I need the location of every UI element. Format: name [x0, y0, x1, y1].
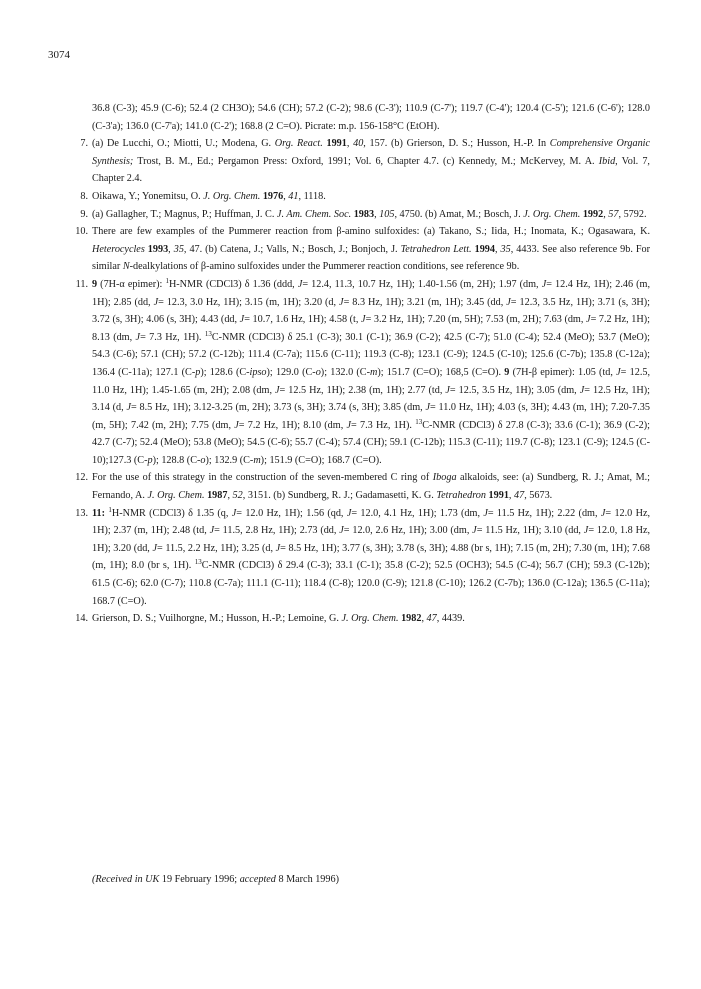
reference-text: J — [483, 507, 488, 519]
reference-number: 12. — [75, 472, 88, 484]
reference-text: Tetrahedron Lett. — [400, 243, 472, 255]
reference-text: 13 — [194, 558, 202, 567]
reference-text: = 12.0, 2.6 Hz, 1H); 3.00 (dm, — [343, 525, 473, 537]
reference-text: J — [586, 314, 591, 326]
reference-text: Comprehensive Organic Synthesis; — [92, 138, 651, 167]
reference-text: , — [227, 490, 233, 502]
reference-text: , — [508, 490, 515, 502]
reference-text: J — [616, 366, 621, 378]
reference-item — [75, 276, 651, 470]
reference-text: ); 151.9 (C=O); 168.7 (C=O). — [260, 454, 382, 466]
reference-text: 35 — [500, 243, 511, 255]
reference-text: 52 — [232, 490, 243, 502]
reference-text: J — [231, 507, 237, 519]
reference-text: ); 132.9 (C- — [205, 454, 254, 466]
reference-text: J — [152, 542, 157, 554]
reference-text: 57 — [608, 208, 619, 220]
reference-text: , — [346, 138, 354, 150]
reference-text: J — [275, 384, 280, 396]
reference-text: o — [315, 366, 321, 378]
reference-text: J — [346, 419, 352, 431]
reference-text: , 5673. — [524, 490, 553, 502]
reference-text: Org. React. — [274, 138, 323, 150]
reference-text: J — [541, 278, 547, 290]
reference-text: J — [506, 296, 511, 308]
reference-text: J. Org. Chem. — [203, 190, 261, 202]
reference-text: J. Org. Chem. — [523, 208, 581, 220]
reference-text: 1 — [108, 505, 112, 514]
reference-item — [80, 188, 650, 206]
reference-text: p — [147, 454, 153, 466]
reference-item — [80, 206, 650, 224]
reference-text: = 12.0 Hz, 1H); 1.56 (qd, — [236, 507, 347, 519]
reference-text: , 1118. — [298, 190, 326, 202]
reference-text: = 12.0, 1.8 Hz, 1H); 3.20 (dd, — [92, 525, 651, 554]
reference-item — [75, 469, 650, 504]
reference-text: J — [239, 314, 245, 326]
reference-text: , Vol. 7, Chapter 2.4. — [92, 155, 650, 185]
reference-text: = 12.3, 3.0 Hz, 1H); 3.15 (m, 1H); 3.20 (d, — [158, 296, 340, 308]
reference-text: C-NMR (CDCl3) δ 29.4 (C-3); 33.1 (C-1); 35.8 (C-2); 52.5 (OCH3); 54.5 (C-4); 56.7 (CH); 59.3 (C-12b); 61.5 (C-6); 62.0 (C-7); 110.8 (C-7a); 111.1 (C-11); 118.4 (C-8); 120.0 (C-9); 121.8 (C-10); 126.2 (C-7b); 136.0 (C-12a); 136.5 (C-11a); 168.7 (C=O). — [92, 560, 650, 607]
reference-item — [92, 100, 650, 135]
reference-text: J. Org. Chem. — [341, 613, 399, 625]
reference-number: 7. — [80, 138, 88, 150]
reference-text: 1 — [165, 276, 169, 285]
reference-text: ); 151.7 (C=O); 168,5 (C=O). — [377, 366, 505, 378]
reference-text: Tetrahedron — [436, 490, 486, 502]
reference-text: = 7.3 Hz, 1H). — [140, 331, 205, 343]
reference-text: 1983 — [353, 208, 375, 220]
reference-text: = 12.0 Hz, 1H); 2.37 (m, 1H); 2.48 (td, — [92, 507, 651, 537]
reference-number: 13. — [75, 507, 88, 519]
reference-text: C-NMR (CDCl3) δ 25.1 (C-3); 30.1 (C-1); 36.9 (C-2); 42.5 (C-7); 51.0 (C-4); 52.4 (MeO); 53.7 (MeO); 54.3 (C-6); 57.1 (CH); 57.2 (C-12b); 111.4 (C-7a); 115.6 (C-11); 119.3 (C-8); 123.1 (C-9); 124.5 (C-10); 125.6 (C-7b); 135.8 (C-12a); 136.4 (C-11a); 127.1 (C- — [92, 331, 650, 378]
reference-text: J. Am. Chem. Soc. — [276, 208, 352, 220]
reference-text: = 11.0 Hz, 1H); 4.03 (s, 3H); 4.43 (m, 1H); 7.20-7.35 (m, 5H); 7.42 (m, 2H); 7.75 (dm, — [92, 402, 650, 431]
reference-text: , — [168, 243, 174, 255]
reference-text: , 4439. — [436, 613, 465, 625]
reference-text: p — [195, 366, 201, 378]
reference-number: 14. — [75, 613, 88, 625]
reference-text: H-NMR (CDCl3) δ 1.36 (ddd, — [168, 278, 298, 290]
received-note — [92, 874, 339, 885]
reference-text: J. Org. Chem. — [147, 490, 205, 502]
reference-text: Ibid — [598, 155, 616, 167]
reference-text: -dealkylations of β-amino sulfoxides under the Pummerer reaction conditions, see reference 9b. — [129, 261, 520, 273]
reference-text: , 5792. — [618, 208, 647, 220]
reference-item — [75, 505, 651, 611]
reference-text: (a) Gallagher, T.; Magnus, P.; Huffman, J. C. — [92, 208, 277, 220]
reference-text: 13 — [204, 329, 212, 338]
reference-text: 9 — [504, 366, 510, 378]
accepted-label: accepted — [237, 874, 276, 885]
reference-text: m — [369, 366, 378, 378]
reference-text: J — [234, 419, 239, 431]
reference-text: Oikawa, Y.; Yonemitsu, O. — [92, 190, 204, 202]
reference-text: ); 129.0 (C- — [266, 366, 316, 378]
reference-text: N — [122, 261, 130, 273]
reference-text: 1976 — [262, 190, 284, 202]
reference-text: J — [445, 384, 450, 396]
reference-text: = 11.5 Hz, 1H); 3.10 (dd, — [476, 525, 584, 537]
reference-text: 47 — [514, 490, 525, 502]
reference-text: (7H-α epimer): — [97, 278, 166, 290]
reference-text: 47 — [426, 613, 437, 625]
reference-text: J — [209, 525, 215, 537]
reference-text: 105 — [379, 208, 395, 220]
page-number: 3074 — [48, 49, 70, 61]
reference-text: 35 — [173, 243, 184, 255]
reference-text: 13 — [415, 417, 423, 426]
reference-text: = 12.0, 4.1 Hz, 1H); 1.73 (dm, — [351, 507, 484, 519]
reference-text: = 8.5 Hz, 1H); 3.77 (s, 3H); 3.78 (s, 3H); 4.88 (br s, 1H); 7.15 (m, 2H); 7.30 (m, 1H); 7.68 (m, 1H); 8.0 (br s, 1H). — [92, 542, 650, 572]
reference-text: , — [421, 613, 427, 625]
reference-text: J — [339, 525, 344, 537]
received-date: 19 February 1996; — [159, 874, 238, 885]
reference-text: 1994 — [474, 243, 495, 255]
reference-text: = 12.5 Hz, 1H); 3.14 (d, — [92, 384, 650, 414]
reference-text: 11: — [92, 507, 106, 519]
reference-text: (7H-β epimer): 1.05 (td, — [509, 366, 617, 378]
reference-text: m — [253, 454, 261, 466]
reference-text: , 157. (b) Grierson, D. S.; Husson, H.-P. In — [363, 138, 550, 150]
reference-text: = 11.5 Hz, 1H); 2.22 (dm, — [487, 507, 601, 519]
reference-text: = 12.5, 3.5 Hz, 1H); 3.05 (dm, — [449, 384, 580, 396]
reference-text: = 11.5, 2.2 Hz, 1H); 3.25 (d, — [156, 542, 276, 554]
reference-text: J — [126, 402, 131, 414]
reference-text: J — [153, 296, 159, 308]
reference-text: 9 — [92, 278, 98, 290]
reference-item — [75, 223, 651, 276]
reference-text: ); 128.6 (C- — [200, 366, 250, 378]
reference-text: = 8.5 Hz, 1H); 3.12-3.25 (m, 2H); 3.73 (s, 3H); 3.74 (s, 3H); 3.85 (dm, — [130, 402, 426, 414]
reference-text: = 8.3 Hz, 1H); 3.21 (m, 1H); 3.45 (dd, — [343, 296, 507, 308]
reference-text: = 7.3 Hz, 1H). — [351, 419, 416, 431]
reference-text: 1991 — [488, 490, 509, 502]
received-label: (Received in UK — [92, 874, 160, 885]
reference-text: 40 — [353, 138, 364, 150]
reference-text: There are few examples of the Pummerer reaction from β-amino sulfoxides: (a) Takano, S.; Iida, H.; Inomata, K.; Ogasawara, K. — [92, 226, 650, 238]
reference-text: Iboga — [432, 472, 457, 484]
reference-text: J — [579, 384, 585, 396]
reference-number: 8. — [80, 190, 88, 202]
reference-item — [75, 610, 650, 628]
reference-text: , 3151. (b) Sundberg, R. J.; Gadamasetti, K. G. — [242, 490, 437, 502]
reference-number: 9. — [80, 208, 88, 220]
reference-text: J — [135, 331, 141, 343]
reference-text: 1987 — [207, 490, 228, 502]
reference-text: J — [472, 525, 477, 537]
reference-text: (a) De Lucchi, O.; Miotti, U.; Modena, G. — [92, 138, 275, 150]
reference-text: ipso — [249, 366, 267, 378]
reference-text: For the use of this strategy in the construction of the seven-membered C ring of — [92, 472, 433, 484]
reference-text: alkaloids, see: (a) Sundberg, R. J.; Amat, M.; Fernando, A. — [92, 472, 650, 502]
reference-text: = 7.2 Hz, 1H); 8.13 (dm, — [92, 314, 650, 343]
reference-text: = 12.5 Hz, 1H); 2.38 (m, 1H); 2.77 (td, — [279, 384, 446, 396]
reference-text: H-NMR (CDCl3) δ 1.35 (q, — [111, 507, 232, 519]
reference-text: o — [200, 454, 206, 466]
reference-text: J — [346, 507, 352, 519]
reference-text: 41 — [288, 190, 299, 202]
reference-text: = 7.2 Hz, 1H); 8.10 (dm, — [238, 419, 347, 431]
reference-text: J — [583, 525, 589, 537]
reference-text: J — [361, 314, 366, 326]
reference-text: , 4433. See also reference 9b. For similar — [92, 243, 651, 273]
reference-text: J — [275, 542, 281, 554]
reference-text: = 11.5, 2.8 Hz, 1H); 2.73 (dd, — [214, 525, 340, 537]
reference-text: Trost, B. M., Ed.; Pergamon Press: Oxford, 1991; Vol. 6, Chapter 4.7. (c) Kennedy, M.; McKervey, M. A. — [133, 155, 599, 167]
reference-text: = 12.4 Hz, 1H); 2.46 (m, 1H); 2.85 (dd, — [92, 278, 650, 308]
reference-text: , — [603, 208, 609, 220]
reference-text: 1991 — [326, 138, 347, 150]
reference-number: 11. — [75, 278, 88, 290]
reference-text: , 47. (b) Catena, J.; Valls, N.; Bosch, J.; Bonjoch, J. — [183, 243, 401, 255]
reference-text: Heterocycles — [92, 243, 145, 255]
reference-text: = 3.2 Hz, 1H); 7.20 (m, 5H); 7.53 (m, 2H); 7.63 (dm, — [365, 314, 587, 326]
reference-text: = 12.3, 3.5 Hz, 1H); 3.71 (s, 3H); 3.72 (s, 3H); 4.06 (s, 3H); 4.43 (dd, — [92, 296, 650, 326]
reference-text: 1992 — [582, 208, 604, 220]
reference-text: = 12.5, 11.0 Hz, 1H); 1.45-1.65 (m, 2H); 2.08 (dm, — [92, 366, 651, 396]
reference-text: , — [283, 190, 289, 202]
reference-text: 36.8 (C-3); 45.9 (C-6); 52.4 (2 CH3O); 54.6 (CH); 57.2 (C-2); 98.6 (C-3'); 110.9 (C-7'); 119.7 (C-4'); 120.4 (C-5'); 121.6 (C-6'); 128.0 (C-3'a); 136.0 (C-7'a); 141.0 (C-2'); 168.8 (2 C=O). Picrate: m.p. 156-158°C (EtOH). — [92, 103, 650, 132]
accepted-date: 8 March 1996) — [275, 874, 339, 885]
reference-text: Grierson, D. S.; Vuilhorgne, M.; Husson, H.-P.; Lemoine, G. — [92, 613, 342, 625]
reference-text: ); 128.8 (C- — [152, 454, 201, 466]
reference-text: 1982 — [401, 613, 422, 625]
reference-text: J — [600, 507, 606, 519]
reference-text: 1993 — [147, 243, 169, 255]
reference-text: , — [374, 208, 380, 220]
reference-text: J — [297, 278, 303, 290]
reference-text: , 4750. (b) Amat, M.; Bosch, J. — [394, 208, 524, 220]
reference-item — [80, 135, 651, 188]
reference-text: J — [339, 296, 344, 308]
reference-text: = 12.4, 11.3, 10.7 Hz, 1H); 1.40-1.56 (m, 2H); 1.97 (dm, — [302, 278, 542, 290]
reference-number: 10. — [75, 226, 88, 238]
reference-text: = 10.7, 1.6 Hz, 1H); 4.58 (t, — [244, 314, 362, 326]
reference-text: ); 132.0 (C- — [320, 366, 370, 378]
reference-text: J — [425, 402, 431, 414]
reference-text: C-NMR (CDCl3) δ 27.8 (C-3); 33.6 (C-1); 36.9 (C-2); 42.7 (C-7); 52.4 (MeO); 53.8 (MeO); 54.5 (C-6); 55.7 (C-4); 57.4 (CH); 59.1 (C-12b); 115.3 (C-11); 119.7 (C-8); 123.1 (C-9); 124.5 (C-10);127.3 (C- — [92, 419, 651, 466]
reference-list — [75, 100, 651, 628]
reference-text: , — [494, 243, 501, 255]
